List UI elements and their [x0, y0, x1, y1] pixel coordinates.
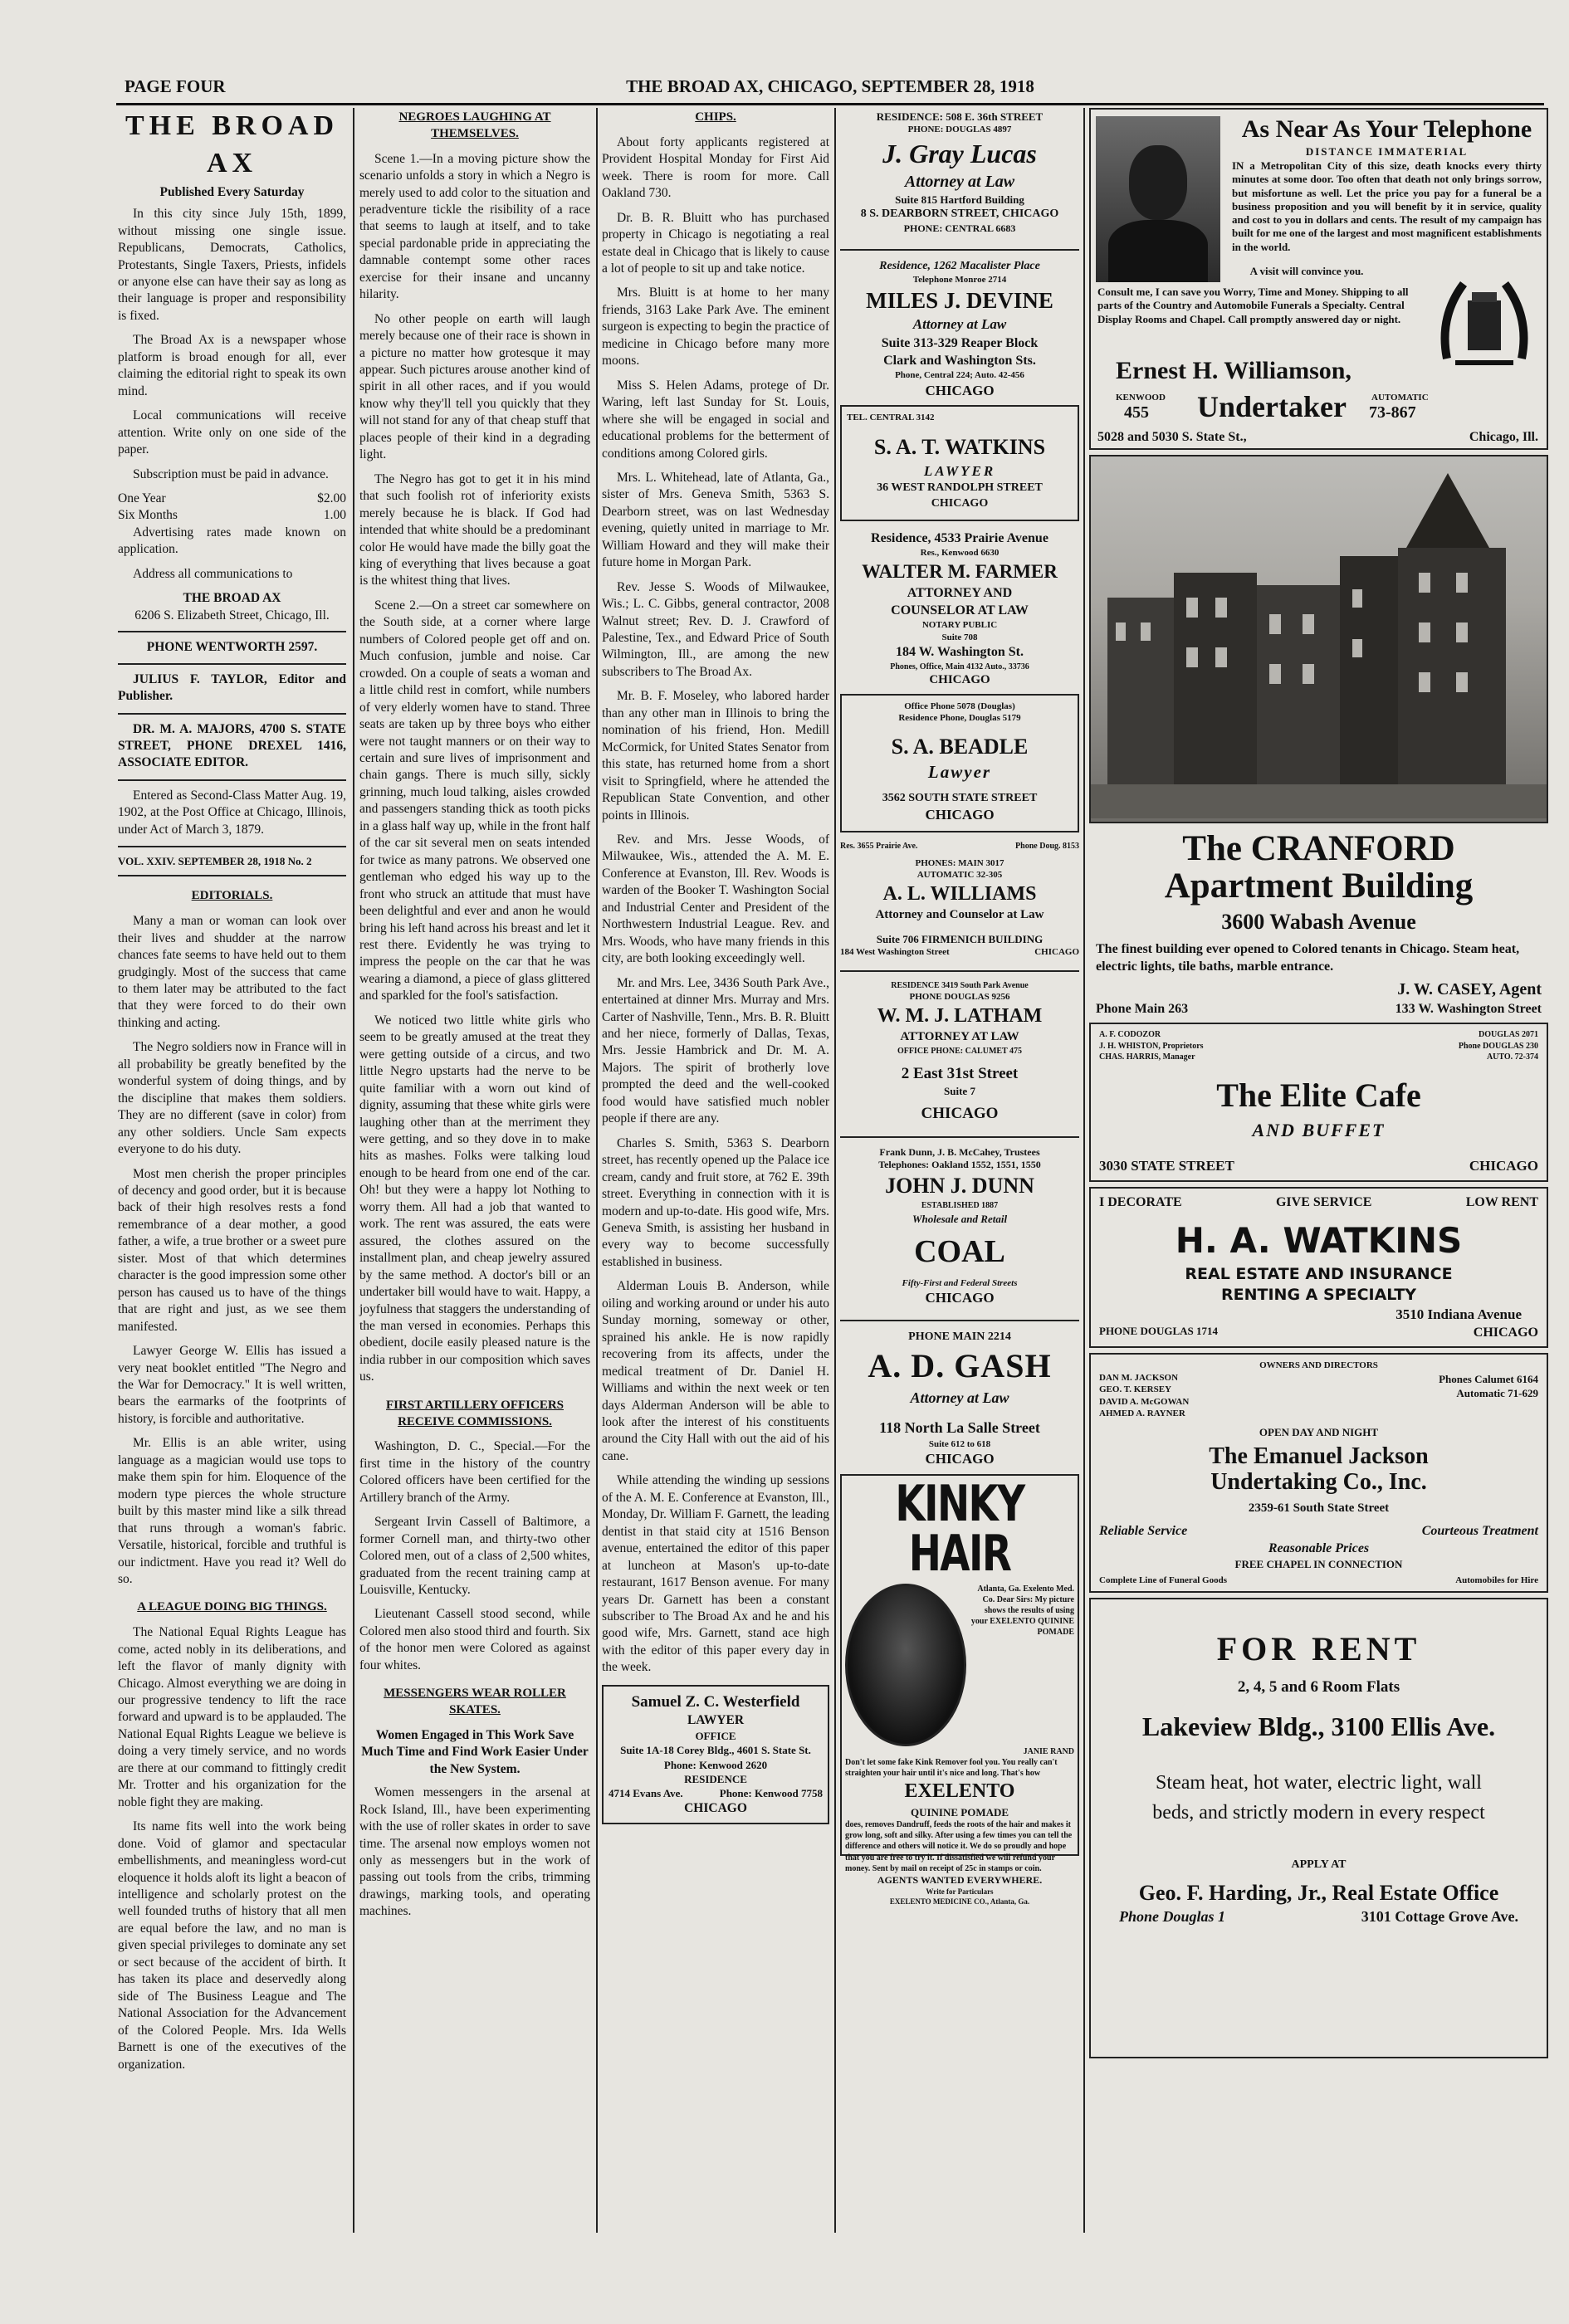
- column-professional-cards: [840, 108, 1079, 2233]
- ad-city: CHICAGO: [684, 1801, 747, 1816]
- ad-chapel: FREE CHAPEL IN CONNECTION: [1234, 1557, 1403, 1570]
- ad-address: 4714 Evans Ave.: [609, 1786, 683, 1799]
- ad-phone: PHONE: DOUGLAS 4897: [907, 124, 1012, 135]
- ad-phone: 73-867: [1369, 403, 1416, 422]
- article-heading: FIRST ARTILLERY OFFICERS RECEIVE COMMISSIONS.: [386, 1398, 564, 1428]
- ad-slogan: Reasonable Prices: [1268, 1540, 1370, 1555]
- ad-address: 5028 and 5030 S. State St.,: [1097, 430, 1247, 444]
- ad-title: ATTORNEY AT LAW: [900, 1030, 1019, 1044]
- paragraph: Lieutenant Cassell stood second, while Colored men also stood third and fourth. Six of the honor men were Colored as against four whites.: [359, 1607, 590, 1672]
- published-note: Published Every Saturday: [159, 184, 305, 199]
- ad-service: RENTING A SPECIALTY: [1221, 1285, 1416, 1304]
- ad-promo: Don't let some fake Kink Remover fool you. You really can't straighten your hair until it's nice and long. That's how: [845, 1757, 1058, 1779]
- portrait-photo-image: [1096, 116, 1220, 282]
- divider: [118, 713, 346, 715]
- ad-label: OFFICE: [695, 1730, 736, 1743]
- platform-text: The Broad Ax is a newspaper whose platform is broad enough for all, ever claiming the editorial right to speak its own mind.: [118, 333, 346, 398]
- ad-address: 3030 STATE STREET: [1099, 1157, 1234, 1174]
- gash-card: [840, 1328, 1079, 1474]
- divider: [118, 779, 346, 781]
- ad-phone: Phone Doug. 8153: [1015, 842, 1079, 852]
- williamson-undertaker-ad: [1089, 108, 1548, 450]
- ad-subtitle: AND BUFFET: [1252, 1119, 1386, 1140]
- column-rule: [353, 108, 354, 2233]
- ad-subtitle: Wholesale and Retail: [912, 1212, 1008, 1225]
- subscription-text: Subscription must be paid in advance.: [133, 466, 329, 481]
- ad-owner: GEO. T. KERSEY: [1099, 1384, 1172, 1395]
- ad-coal: COAL: [914, 1233, 1005, 1269]
- ad-title: FOR RENT: [1216, 1630, 1421, 1668]
- article-heading: MESSENGERS WEAR ROLLER SKATES.: [384, 1687, 566, 1717]
- ad-title: Attorney at Law: [910, 1389, 1009, 1407]
- ad-title: LAWYER: [687, 1712, 745, 1727]
- ad-address: 3562 SOUTH STATE STREET: [882, 791, 1038, 804]
- paragraph: Mr. Ellis is an able writer, using language as a magician would use tops to make them spin for him. Eloquence of the modern type pierces the whole structure built by this master mind like a silk thread that runs through a woman's fabric. Versatile, historical, forcible and truthful is our indictment. Have you read it? Well do so.: [118, 1436, 346, 1586]
- price-row: Six Months 1.00: [118, 508, 346, 523]
- ad-name: S. A. T. WATKINS: [873, 435, 1046, 460]
- editorials-heading: EDITORIALS.: [191, 889, 273, 903]
- ad-suite: Suite 7: [944, 1085, 975, 1098]
- ad-body: does, removes Dandruff, feeds the roots of the hair and makes it grow long, soft and silky. After using a few times you can tell the difference and others will notice it. We do so proudly and hope that you are free to try it. If dissatisfied we will refund your money. Sent by mail on receipt of 25c in stamps or coin.: [845, 1820, 1073, 1873]
- ad-apply: APPLY AT: [1291, 1858, 1347, 1871]
- ad-phone: Phone Main 263: [1096, 1002, 1189, 1017]
- building-photo-image: [1089, 455, 1548, 823]
- kinky-hair-ad: [840, 1474, 1079, 1906]
- masthead: THE BROAD AX: [125, 110, 340, 178]
- article-body: [359, 1784, 590, 1921]
- dunn-coal-card: [840, 1145, 1079, 1313]
- wreath-icon: [1430, 267, 1538, 375]
- emanuel-jackson-ad: [1089, 1353, 1548, 1593]
- intro-text: In this city since July 15th, 1899, without missing one single issue. Republicans, Democrats, Catholics, Protestants, Single Taxers, Priests, infidels or anyone else can have their say as long as their language is proper and responsibility is fixed.: [118, 207, 346, 323]
- ad-slogan: I DECORATE: [1099, 1195, 1182, 1210]
- ad-title: ATTORNEY AND: [907, 586, 1013, 601]
- ad-residence: RESIDENCE: 508 E. 36th STREET: [876, 110, 1044, 123]
- ad-city: CHICAGO: [921, 1105, 999, 1123]
- ad-phone: Phone DOUGLAS 230: [1458, 1041, 1538, 1051]
- portrait-oval-image: [845, 1584, 966, 1746]
- ad-phone: PHONE MAIN 2214: [908, 1330, 1011, 1343]
- ad-agents: AGENTS WANTED EVERYWHERE.: [877, 1873, 1043, 1886]
- paragraph: Mr. B. F. Moseley, who labored harder than any other man in Illinois to bring the nomination of his friend, Hon. Medill McCormick, for United States Senator from this state, has returned home from a short visit to Springfield, where he attended the Republican State Convention, and other points in Illinois.: [602, 689, 829, 823]
- entered-text: Entered as Second-Class Matter Aug. 19, 1902, at the Post Office at Chicago, Illinois, under Act of March 3, 1879.: [118, 788, 346, 837]
- paragraph: No other people on earth will laugh merely because one of their race is shown in a picture no matter how grotesque it may appear. Such pictures arouse another kind of spirit in all other races, and if you would know why they'll tell you quickly that they will not stand for any of that cheap stuff that places people of their kind in a degrading light.: [359, 311, 590, 462]
- paragraph: Alderman Louis B. Anderson, while oiling and working around or under his auto Sunday morning, someway or other, sprained his ankle. He is now rapidly recovering from its affects, under the medical treatment of Dr. Daniel H. Williams and within the next week or ten days Alderman Anderson will be able to look after the interest of his constituents around the City Hall with out the aid of his cane.: [602, 1279, 829, 1463]
- ad-trustees: Frank Dunn, J. B. McCahey, Trustees: [879, 1145, 1040, 1158]
- paragraph: The Negro soldiers now in France will in all probability be greatly benefited by the wonderful system of doing things, and by the discipline that makes them soldiers. They are no different (save in color) from any other soldiers. Uncle Sam expects everyone to do his duty.: [118, 1040, 346, 1157]
- ad-address: 2 East 31st Street: [901, 1065, 1019, 1083]
- chips-heading: CHIPS.: [695, 110, 736, 124]
- ad-city: CHICAGO: [925, 1290, 995, 1306]
- latham-card: [840, 979, 1079, 1130]
- column-chips: [602, 108, 829, 2233]
- ad-phone: Phones Calumet 6164: [1439, 1372, 1538, 1385]
- ad-proprietor: J. H. WHISTON, Proprietors: [1099, 1041, 1204, 1051]
- ad-phone: Phone: Kenwood 2620: [663, 1758, 768, 1771]
- ad-brand: EXELENTO: [904, 1780, 1015, 1803]
- volume-line: VOL. XXIV. SEPTEMBER 28, 1918 No. 2: [118, 855, 312, 868]
- divider: [118, 663, 346, 665]
- ad-visit: A visit will convince you.: [1249, 265, 1364, 277]
- address-name: THE BROAD AX: [183, 591, 281, 606]
- paragraph: Lawyer George W. Ellis has issued a very neat booklet entitled "The Negro and the War for Democracy." It is well written, bears the earmarks of the footprints of history, is forcible and authoritative.: [118, 1344, 346, 1426]
- ad-city: CHICAGO: [925, 1451, 995, 1467]
- ad-hours: OPEN DAY AND NIGHT: [1259, 1425, 1379, 1438]
- column-masthead-editorials: [118, 108, 346, 2233]
- header-rule: [116, 103, 1544, 105]
- page-number: PAGE FOUR: [125, 76, 226, 96]
- column-rule: [834, 108, 836, 2233]
- farmer-card: [840, 526, 1079, 693]
- column-display-ads: [1089, 108, 1548, 2233]
- ad-residence: Residence, 4533 Prairie Avenue: [871, 531, 1048, 546]
- paragraph: The Negro has got to get it in his mind that such foolish rot of inferiority exists merely because he is black. If God had intended that white should be a predominant color He would have made the billy goat the king of everything that lives because a goat is the whitest thing that lives.: [359, 471, 590, 588]
- ad-phone: AUTO. 72-374: [1486, 1052, 1538, 1062]
- paragraph: Women messengers in the arsenal at Rock Island, Ill., have been experimenting with the use of roller skates in order to save time. The arsenal now employs women not only as messengers but in the work of passing out tools from the cribs, trimming drawings, marking tools, and operating machines.: [359, 1785, 590, 1919]
- ad-subheadline: DISTANCE IMMATERIAL: [1305, 145, 1469, 158]
- ad-slogan: GIVE SERVICE: [1275, 1195, 1372, 1210]
- paragraph: Most men cherish the proper principles of decency and good order, but it is because back of their high resolves rests a fond remembrance of a dear mother, a good father, a wife, a true brother or a sweet pure sister. Most of that which determines character is the good impression some other person has caused us to have of the things that are right and just, as we see them manifested.: [118, 1166, 346, 1334]
- ad-address: 3510 Indiana Avenue: [1395, 1306, 1522, 1322]
- paragraph: We noticed two little white girls who seem to be greatly amused at the treat they were getting outside of a circus, and two little Negro upstarts had the nerve to be quite familiar with a worn out kind of dignity, assuming that these white girls were laughing other than at the merriment they were getting, and so they dove in to make hits as mashes. Folks were talking loud enough to be heard from one end of the car. Oh! but they were a happy lot Nothing to worry them. All had a job that wanted to work. The rent was assured, the eats were assured, the clothes assured on the installment plan, and cheap jewelry assured by the same method. A doctor's bill or an undertaker bill would have to wait. Happy, a joyfulness that staggers the understanding of the man versed in economies. Perhaps this obedient, docile easily pleased nature is the india rubber in our composition which saves us.: [359, 1013, 590, 1384]
- address-text: 6206 S. Elizabeth Street, Chicago, Ill.: [134, 608, 330, 622]
- ad-suite: Suite 815 Hartford Building: [895, 193, 1024, 207]
- ad-title: Attorney at Law: [912, 316, 1007, 333]
- ad-write: Write for Particulars: [926, 1887, 994, 1896]
- address-label: Address all communications to: [133, 566, 293, 581]
- ad-city: CHICAGO: [931, 496, 989, 510]
- ad-building: Lakeview Bldg., 3100 Ellis Ave.: [1141, 1711, 1496, 1742]
- ad-phone: Phone Douglas 1: [1119, 1908, 1226, 1926]
- ad-name: A. L. WILLIAMS: [882, 882, 1037, 905]
- ad-address: 36 WEST RANDOLPH STREET: [877, 481, 1043, 495]
- ad-phone: Telephone Monroe 2714: [912, 275, 1007, 286]
- ad-slogan: LOW RENT: [1465, 1195, 1538, 1210]
- article-heading: NEGROES LAUGHING AT THEMSELVES.: [398, 110, 551, 140]
- advertising-text: Advertising rates made known on application.: [118, 525, 346, 557]
- ad-suite: Suite 612 to 618: [928, 1438, 991, 1449]
- cranford-ad: [1089, 828, 1548, 1023]
- ad-name: WALTER M. FARMER: [862, 560, 1058, 582]
- league-paragraphs: [118, 1624, 346, 2073]
- ad-owner: AHMED A. RAYNER: [1099, 1409, 1185, 1419]
- ad-name: The CRANFORD: [1182, 829, 1455, 868]
- paragraph: Rev. Jesse S. Woods of Milwaukee, Wis.; L. C. Gibbs, general contractor, 2008 Walnut street; Rev. D. J. Crawford of Palestine, Tex., and Edward Price of South Wilmington, Ill., are among the new subscribers to The Broad Ax.: [602, 579, 829, 679]
- newspaper-dateline: THE BROAD AX, CHICAGO, SEPTEMBER 28, 1918: [626, 76, 1034, 96]
- ad-established: ESTABLISHED 1887: [921, 1201, 999, 1211]
- ad-name: Undertaking Co., Inc.: [1210, 1468, 1427, 1495]
- paragraph: Miss S. Helen Adams, protege of Dr. Waring, left last Sunday for St. Louis, where she will be engaged in social and educational problems for the betterment of conditions among Colored girls.: [602, 378, 829, 461]
- ad-city: CHICAGO: [925, 382, 995, 398]
- article-body: [359, 151, 590, 1386]
- ad-city: CHICAGO: [925, 807, 995, 823]
- ad-agent: J. W. CASEY, Agent: [1397, 979, 1542, 998]
- paragraph: Many a man or woman can look over their lives and shudder at the narrow chances fate seems to have held out to them grudgingly. Most of the success that came to them later may be attributed to the fact that they were forced to do their own thinking and acting.: [118, 914, 346, 1030]
- paragraph: Scene 1.—In a moving picture show the scenario unfolds a story in which a Negro is merely used to add color to the situation and peradventure tickle the risibility of a race that seems to laugh at itself, and to take special pardonable pride in appreciating the damnable contempt some other races exercise for their insane and uncanny hilarity.: [359, 151, 590, 302]
- ad-name: The Emanuel Jackson: [1209, 1443, 1429, 1470]
- watkins-lawyer-card: [840, 405, 1079, 521]
- phone-text: PHONE WENTWORTH 2597.: [146, 640, 318, 655]
- ad-manager: CHAS. HARRIS, Manager: [1099, 1052, 1195, 1062]
- editor-line: JULIUS F. TAYLOR, Editor and Publisher.: [118, 671, 346, 704]
- paragraph: Sergeant Irvin Cassell of Baltimore, a former Cornell man, and thirty-two other Colored men, out of a class of 2,500 whites, graduated from the recent training camp at Louisville, Kentucky.: [359, 1515, 590, 1597]
- ad-title: Undertaker: [1197, 390, 1347, 423]
- ad-autos: Automobiles for Hire: [1455, 1575, 1538, 1585]
- ad-address: 3101 Cottage Grove Ave.: [1361, 1908, 1518, 1926]
- ad-city: CHICAGO: [929, 672, 990, 686]
- ad-name: A. D. GASH: [868, 1347, 1052, 1385]
- ad-headline: As Near As Your Telephone: [1241, 115, 1532, 143]
- ad-suite: Suite 313-329 Reaper Block: [881, 335, 1039, 350]
- ad-address: 8 S. DEARBORN STREET, CHICAGO: [860, 208, 1059, 221]
- paragraph: Mrs. Bluitt is at home to her many friends, 3163 Lake Park Ave. The eminent surgeon is expecting to begin the practice of medicine in Chicago before many more moons.: [602, 286, 829, 369]
- ad-address: 133 W. Washington Street: [1395, 1002, 1542, 1017]
- divider: [118, 875, 346, 876]
- for-rent-ad: [1089, 1598, 1548, 2058]
- ad-address: Suite 1A-18 Corey Bldg., 4601 S. State St.: [620, 1744, 811, 1757]
- ad-owners-label: OWNERS AND DIRECTORS: [1259, 1360, 1378, 1371]
- league-heading: A LEAGUE DOING BIG THINGS.: [137, 1600, 327, 1614]
- beadle-card: [840, 694, 1079, 833]
- ad-city: Chicago, Ill.: [1469, 430, 1538, 444]
- ad-proprietor: A. F. CODOZOR: [1099, 1030, 1161, 1040]
- ad-phone: Phone: Kenwood 7758: [719, 1786, 823, 1799]
- ha-watkins-ad: [1089, 1187, 1548, 1348]
- ad-flats: 2, 4, 5 and 6 Room Flats: [1237, 1678, 1400, 1697]
- ad-phone: Phones, Office, Main 4132 Auto., 33736: [890, 662, 1029, 671]
- paragraph: The National Equal Rights League has come, acted nobly in its deliberations, and left the flavor of manly dignity with Chicago. Almost everything we are doing in our progressive tendency to lift the race forward and upward is to be applauded. The National Equal Rights League we believe is doing a very timely service, and no words are there at our command to fittingly credit Mr. Trotter and his organization for the noble fight they are making.: [118, 1625, 346, 1809]
- ad-phone-label: AUTOMATIC: [1371, 393, 1429, 403]
- ad-service: REAL ESTATE AND INSURANCE: [1185, 1264, 1453, 1283]
- ad-residence: Residence, 1262 Macalister Place: [879, 259, 1040, 272]
- ad-phone: PHONES: MAIN 3017: [915, 857, 1004, 868]
- ad-phone: Residence Phone, Douglas 5179: [898, 713, 1021, 724]
- ad-phone: PHONE: CENTRAL 6683: [903, 222, 1016, 234]
- ad-suite: Suite 706 FIRMENICH BUILDING: [876, 933, 1044, 946]
- ad-phone: Telephones: Oakland 1552, 1551, 1550: [878, 1159, 1041, 1171]
- ad-phone: Res., Kenwood 6630: [920, 548, 1000, 559]
- ad-phone: DOUGLAS 2071: [1479, 1030, 1538, 1040]
- ad-city: CHICAGO: [1469, 1157, 1538, 1174]
- ad-phone: OFFICE PHONE: CALUMET 475: [897, 1047, 1023, 1056]
- paragraph: Mr. and Mrs. Lee, 3436 South Park Ave., entertained at dinner Mrs. Murray and Mrs. Carter of Nashville, Tenn., Mrs. B. R. Bluitt and her niece, formerly of Dallas, Texas, Mrs. Jessie Hambrick and Dr. M. A. Majors. The spirit of brotherly love prompted the deed and the well-cooked food would have satisfied much nobler people if there are any.: [602, 975, 829, 1126]
- ad-name: The Elite Cafe: [1216, 1076, 1421, 1114]
- paragraph: While attending the winding up sessions of the A. M. E. Conference at Evanston, Ill., Monday, Dr. William F. Garnett, the leading dentist in that staid city at 1516 Benson avenue, entertained the editor of this paper at luncheon at Mason's up-to-date restaurant, 1617 Benson avenue. For many years Dr. Garnett has been a constant subscriber to The Broad Ax and he and his good wife, Mrs. Garnett, stand ace high with the editor of this paper every day in the week.: [602, 1473, 829, 1675]
- ad-address: 184 W. Washington St.: [896, 645, 1024, 660]
- ad-title: KINKY HAIR: [895, 1474, 1024, 1583]
- ad-slogan: Reliable Service: [1099, 1523, 1188, 1538]
- ad-title: COUNSELOR AT LAW: [891, 603, 1029, 618]
- ad-name: W. M. J. LATHAM: [877, 1004, 1043, 1027]
- editorial-paragraphs: [118, 913, 346, 1588]
- paragraph: Washington, D. C., Special.—For the first time in the history of the country Colored officers have been certified for the Artillery branch of the Army.: [359, 1439, 590, 1505]
- ad-name: JOHN J. DUNN: [885, 1174, 1034, 1199]
- ad-phone: TEL. CENTRAL 3142: [847, 412, 935, 422]
- ad-phone-label: KENWOOD: [1116, 393, 1166, 403]
- ad-address: 118 North La Salle Street: [879, 1418, 1040, 1436]
- ad-address: 3600 Wabash Avenue: [1221, 910, 1416, 935]
- ad-name: MILES J. DEVINE: [866, 287, 1053, 313]
- ad-name: J. Gray Lucas: [882, 138, 1037, 168]
- lucas-card: [840, 108, 1079, 242]
- ad-consult: Consult me, I can save you Worry, Time and Money. Shipping to all parts of the Country and Automobile Funerals a Specialty. Central Display Rooms and Chapel. Call promptly answered day or night.: [1097, 286, 1409, 325]
- ad-body: IN a Metropolitan City of this size, death knocks every thirty minutes at some door. Too often that death not only brings sorrow, but misfortune as well. Let the price you pay for a funeral be a business proposition and you will benefit by it in service, quality and cost to you in dollars and cents. The result of my campaign has built for me one of the largest and most magnificent establishments in the world.: [1232, 159, 1542, 253]
- article-body: [359, 1438, 590, 1674]
- ad-goods: Complete Line of Funeral Goods: [1099, 1575, 1227, 1585]
- page-header: [125, 76, 1536, 100]
- divider: [118, 846, 346, 847]
- column-articles: [359, 108, 590, 2233]
- column-rule: [1083, 108, 1085, 2233]
- ad-body: The finest building ever opened to Colored tenants in Chicago. Steam heat, electric lights, tile baths, marble entrance.: [1096, 941, 1520, 974]
- ad-address: Fifty-First and Federal Streets: [902, 1277, 1018, 1288]
- ad-phone: AUTOMATIC 32-305: [916, 870, 1003, 881]
- ad-company: EXELENTO MEDICINE CO., Atlanta, Ga.: [889, 1897, 1030, 1906]
- devine-card: [840, 257, 1079, 405]
- ad-name: S. A. BEADLE: [891, 734, 1029, 759]
- column-rule: [596, 108, 598, 2233]
- ad-city: CHICAGO: [1034, 947, 1079, 958]
- divider: [118, 631, 346, 632]
- ad-slogan: Courteous Treatment: [1421, 1523, 1538, 1538]
- ad-name: Samuel Z. C. Westerfield: [631, 1692, 800, 1711]
- chips-paragraphs: [602, 134, 829, 1677]
- paragraph: About forty applicants registered at Provident Hospital Monday for First Aid week. There is room for more. Call Oakland 730.: [602, 134, 829, 201]
- communications-text: Local communications will receive attention. Write only on one side of the paper.: [118, 408, 346, 457]
- ad-address: Clark and Washington Sts.: [883, 353, 1036, 368]
- ad-residence: RESIDENCE 3419 South Park Avenue: [891, 980, 1029, 990]
- westerfield-ad: [602, 1685, 829, 1824]
- paragraph: Rev. and Mrs. Jesse Woods, of Milwaukee, Wis., attended the A. M. E. Conference at Evanston, Ill. Rev. Woods is warden of the Booker T. Washington Social and Industrial Center and President of the Northwestern Industrial League. Rev. and Mrs. Woods, who have many friends in this city, are both looking exceedingly well.: [602, 832, 829, 966]
- ad-name: Apartment Building: [1164, 867, 1474, 906]
- ad-title: LAWYER: [923, 462, 996, 479]
- paragraph: Scene 2.—On a street car somewhere on the South side, at a corner where large numbers of Colored people get off and on. Much confusion, jumble and noise. Car crowded. On a couple of seats a woman and a little child rest in comfort, while numbers of very elderly women have to stand. Three seats are taken up by three boys who either were not taught manners or on their way to certain and sure lives of imprisonment and chain gangs. There is much silly, sickly grinning, much loud talking, aisles crowded and passengers standing thick as tooth picks in a glass half way up, while in the front half of the car sit several men on seats intended for twice as many patrons. We observed one gentleman who edged his way up to the front who struck an attitude that must have been delightful and ever and anon he would bring his left hand across his breast and let it rest there. Evidently he was trying to impress the people on the car that he was wearing a diamond, a piece of glass glittered and sparkled for the fool's satisfaction.: [359, 598, 590, 1003]
- associate-editor-line: DR. M. A. MAJORS, 4700 S. STATE STREET, PHONE DREXEL 1416, ASSOCIATE EDITOR.: [118, 721, 346, 770]
- ad-notary: NOTARY PUBLIC: [921, 620, 998, 631]
- ad-suite: Suite 708: [941, 632, 978, 642]
- ad-owner: DAVID A. McGOWAN: [1099, 1396, 1190, 1407]
- article-subheading: Women Engaged in This Work Save Much Time and Find Work Easier Under the New System.: [361, 1727, 589, 1776]
- ad-testimonial: Atlanta, Ga. Exelento Med. Co. Dear Sirs: My picture shows the results of using your EXELENTO QUININE POMADE: [970, 1584, 1074, 1638]
- ad-name: H. A. WATKINS: [1175, 1220, 1463, 1262]
- ad-phone: 455: [1124, 403, 1149, 422]
- ad-brand: QUININE POMADE: [910, 1805, 1009, 1819]
- ad-signature: JANIE RAND: [1023, 1746, 1074, 1756]
- ad-phone: PHONE DOUGLAS 9256: [909, 992, 1010, 1003]
- paragraph: Charles S. Smith, 5363 S. Dearborn street, has recently opened up the Palace ice cream, candy and fruit store, at 762 E. 39th street. Everything in connection with it is modern and up-to-date. His good wife, Mrs. Geneva Smith, is assisting her husband in every way to become successfully established in business.: [602, 1135, 829, 1269]
- williams-card: [840, 837, 1079, 963]
- ad-address: 2359-61 South State Street: [1248, 1501, 1390, 1515]
- ad-name: Ernest H. Williamson,: [1116, 357, 1351, 384]
- price-row: One Year $2.00: [118, 491, 346, 505]
- ad-residence: Res. 3655 Prairie Ave.: [840, 842, 918, 852]
- paragraph: Its name fits well into the work being done. Void of glamor and spectacular embellishments, and meaningless word-cut eloquence it holds aloft its light a beacon of intelligence and scholarly protest on the well founded truths of history that all men are equal before the law, and no man is given special privileges to dominate any set or sect because of the accident of birth. It has taken its place and deservedly along side of The Business League and The National Association for the Advancement of the Colored People. Mrs. Ida Wells Barnett is one of the executives of the organization.: [118, 1819, 346, 2072]
- ad-city: CHICAGO: [1473, 1326, 1538, 1340]
- ad-title: Attorney at Law: [904, 172, 1015, 191]
- ad-label: RESIDENCE: [684, 1772, 747, 1785]
- ad-title: Lawyer: [927, 761, 992, 782]
- ad-phone: PHONE DOUGLAS 1714: [1099, 1325, 1219, 1338]
- ad-phone: Automatic 71-629: [1456, 1387, 1538, 1400]
- ad-phone: Office Phone 5078 (Douglas): [904, 701, 1015, 711]
- ad-body: Steam heat, hot water, electric light, wall beds, and strictly modern in every respect: [1152, 1771, 1485, 1824]
- ad-title: Attorney and Counselor at Law: [875, 908, 1044, 922]
- ad-office: Geo. F. Harding, Jr., Real Estate Office: [1138, 1880, 1499, 1905]
- paragraph: Dr. B. R. Bluitt who has purchased property in Chicago is negotiating a real estate deal in Chicago that is likely to cause a lot of people to sit up and take notice.: [602, 210, 829, 276]
- paragraph: Mrs. L. Whitehead, late of Atlanta, Ga., sister of Mrs. Geneva Smith, 5363 S. Dearborn street, was on last Wednesday evening, quietly united in marriage to Mr. William Howard and they will make their future home in Morgan Park.: [602, 470, 829, 570]
- ad-owner: DAN M. JACKSON: [1099, 1372, 1179, 1383]
- ad-phone: Phone, Central 224; Auto. 42-456: [895, 370, 1024, 381]
- elite-cafe-ad: [1089, 1023, 1548, 1182]
- ad-address: 184 West Washington Street: [840, 947, 950, 958]
